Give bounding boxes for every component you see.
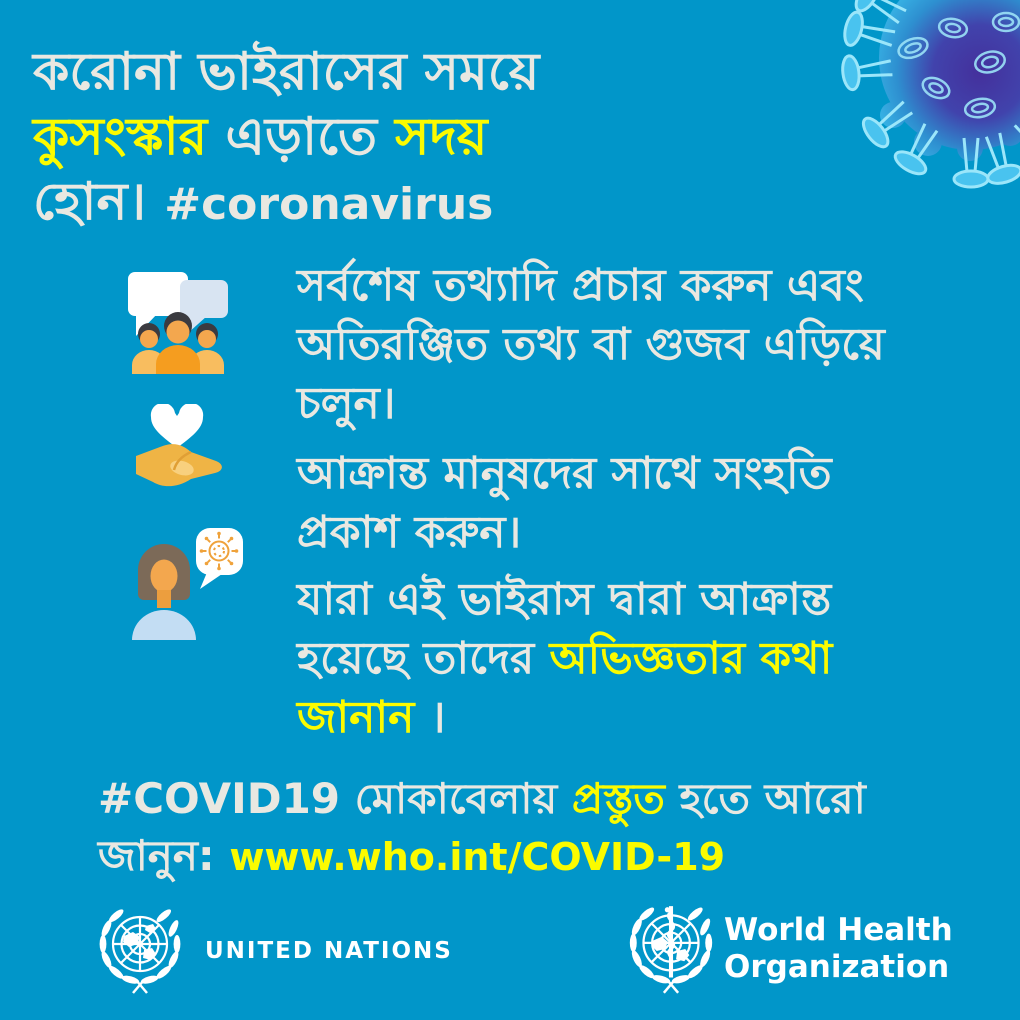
advice-2-line-2: প্রকাশ করুন। <box>297 507 522 558</box>
advice-1-line-3: চলুন। <box>297 378 396 429</box>
advice-3-highlight-2: জানান <box>297 692 415 743</box>
advice-1-line-2: অতিরঞ্জিত তথ্য বা গুজব এড়িয়ে <box>297 319 885 370</box>
footer-line-1 <box>98 770 866 827</box>
advice-3-highlight: অভিজ্ঞতার কথা <box>549 633 833 684</box>
advice-solidarity <box>297 444 832 562</box>
advice-3-line-1: যারা এই ভাইরাস দ্বারা আক্রান্ত <box>297 574 832 625</box>
title-line-2-middle: এড়াতে <box>207 107 396 167</box>
who-emblem <box>618 898 724 1004</box>
person-sharing-experience-icon <box>112 526 244 640</box>
united-nations-emblem <box>88 900 192 1004</box>
advice-3-line-2 <box>297 629 832 688</box>
who-covid-url: www.who.int/COVID-19 <box>229 835 726 879</box>
advice-1-line-1: সর্বশেষ তথ্যাদি প্রচার করুন এবং <box>297 260 864 311</box>
who-wordmark <box>724 912 953 986</box>
advice-2-line-1: আক্রান্ত মানুষদের সাথে সংহতি <box>297 448 832 499</box>
title-line-1: করোনা ভাইরাসের সময়ে <box>33 42 540 102</box>
title-line-3-text: হোন। <box>33 172 165 232</box>
advice-3-line-3 <box>297 688 832 747</box>
title-line-3 <box>33 170 539 237</box>
who-wordmark-line-1: World Health <box>724 912 953 948</box>
heart-in-hand-icon <box>130 404 222 498</box>
poster-title <box>33 40 539 237</box>
advice-share-facts <box>297 256 885 433</box>
who-wordmark-line-2: Organization <box>724 949 950 985</box>
coronavirus-hashtag: #coronavirus <box>164 179 494 230</box>
advice-3-line-2-white: হয়েছে তাদের <box>297 633 550 684</box>
title-line-2 <box>33 105 539 170</box>
advice-3-line-3-white: । <box>414 692 446 743</box>
title-highlight-stigma: কুসংস্কার <box>33 107 208 167</box>
advice-share-stories <box>297 570 832 747</box>
footer-covid19-text: #COVID19 মোকাবেলায় <box>98 774 572 823</box>
title-highlight-kind: সদয় <box>395 107 488 167</box>
footer-line-2 <box>98 827 866 886</box>
footer-cta <box>98 770 866 886</box>
united-nations-label: UNITED NATIONS <box>205 938 453 964</box>
footer-highlight-ready: প্রস্তুত <box>571 774 665 823</box>
conversation-people-icon <box>122 268 234 374</box>
coronavirus-illustration <box>718 0 1020 232</box>
footer-learn-label: জানুন: <box>98 831 230 880</box>
footer-line-1-end: হতে আরো <box>664 774 866 823</box>
